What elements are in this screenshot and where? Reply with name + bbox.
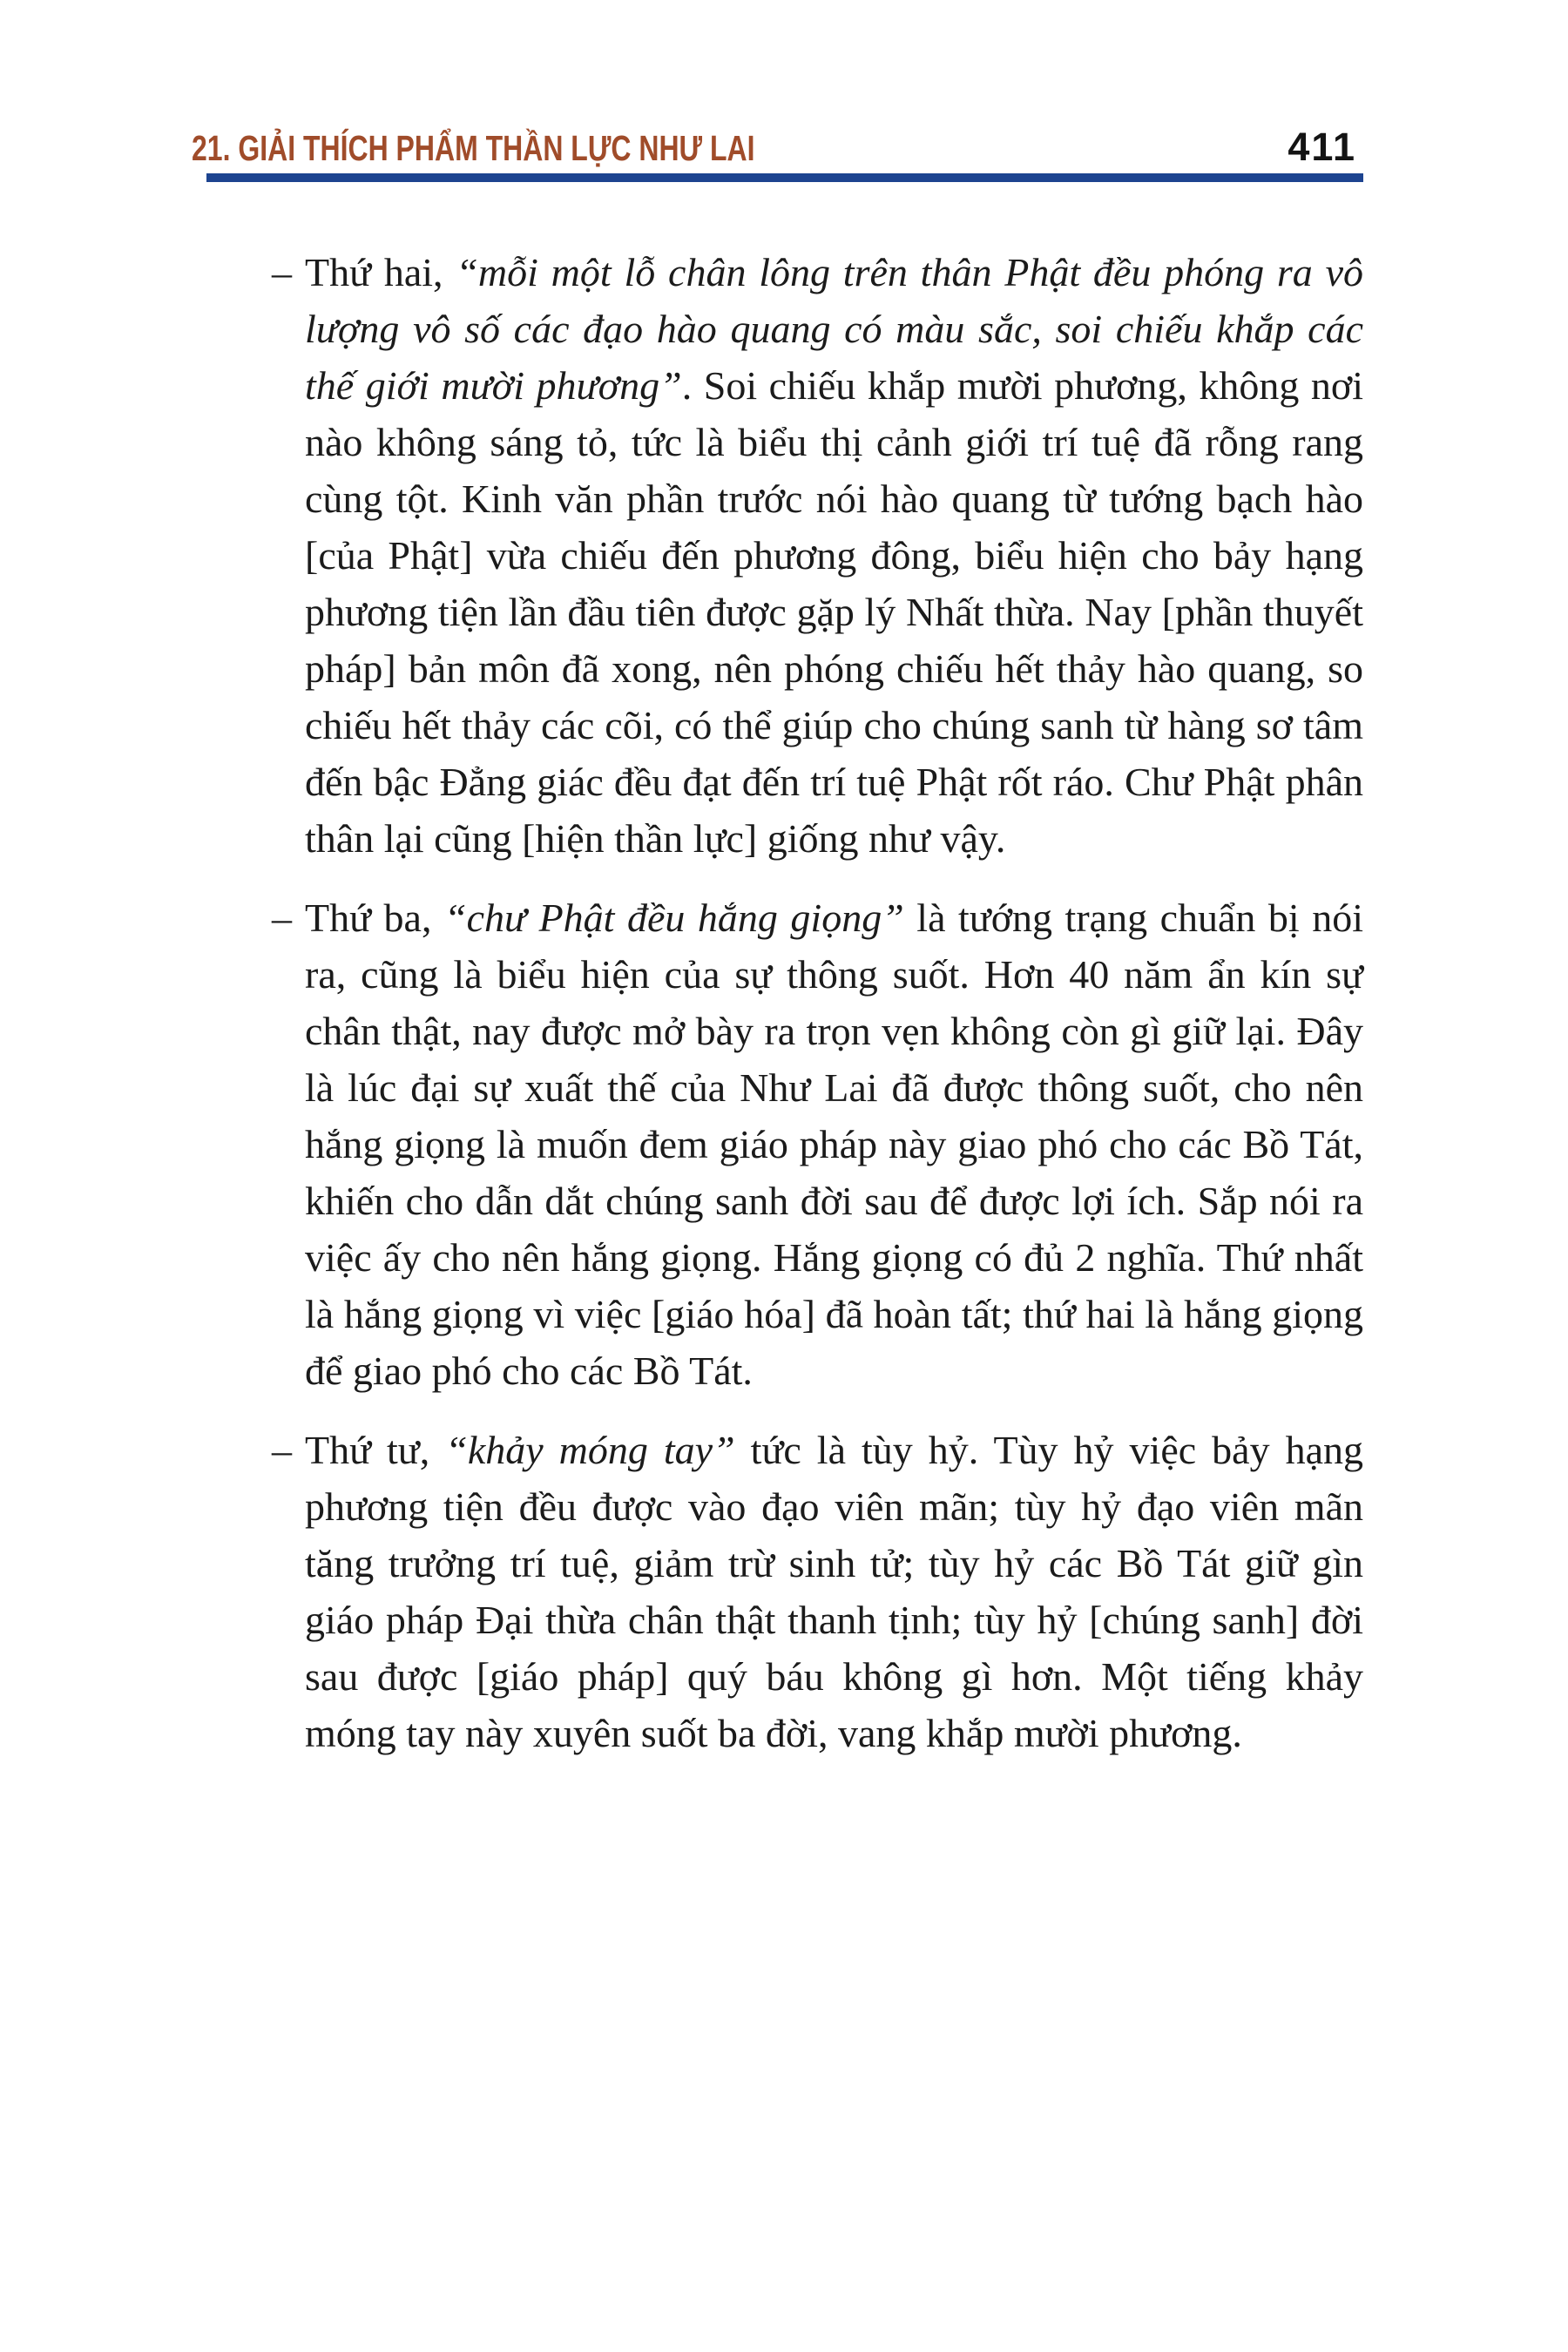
text-run: Thứ ba, [305, 896, 444, 940]
text-run: Thứ tư, [305, 1428, 446, 1472]
text-run: . Soi chiếu khắp mười phương, không nơi nào không sáng tỏ, tức là biểu thị cảnh giới trí tuệ đã rỗng rang cùng tột. Kinh văn phần trước nói hào quang từ tướng bạch hào [của Phật] vừa chiếu đến phương đông, biểu hiện cho bảy hạng phương tiện lần đầu tiên được gặp lý Nhất thừa. Nay [phần thuyết pháp] bản môn đã xong, nên phóng chiếu hết thảy hào quang, so chiếu hết thảy các cõi, có thể giúp cho chúng sanh từ hàng sơ tâm đến bậc Đẳng giác đều đạt đến trí tuệ Phật rốt ráo. Chư Phật phân thân lại cũng [hiện thần lực] giống như vậy. [305, 363, 1363, 861]
dash-marker: – [272, 896, 292, 940]
text-run: tức là tùy hỷ. Tùy hỷ việc bảy hạng phương tiện đều được vào đạo viên mãn; tùy hỷ đạo viên mãn tăng trưởng trí tuệ, giảm trừ sinh tử; tùy hỷ các Bồ Tát giữ gìn giáo pháp Đại thừa chân thật thanh tịnh; tùy hỷ [chúng sanh] đời sau được [giáo pháp] quý báu không gì hơn. Một tiếng khảy móng tay này xuyên suốt ba đời, vang khắp mười phương. [305, 1428, 1363, 1755]
chapter-title: 21. GIẢI THÍCH PHẨM THẦN LỰC NHƯ LAI [192, 128, 755, 168]
dash-marker: – [272, 250, 292, 294]
quoted-text-run: “chư Phật đều hắng giọng” [443, 896, 904, 940]
quoted-text-run: “mỗi một lỗ chân lông trên thân Phật đều phóng ra vô lượng vô số các đạo hào quang có màu sắc, soi chiếu khắp các thế giới mười phương” [305, 250, 1363, 408]
text-run: Thứ hai, [305, 250, 456, 294]
paragraph-thu-tu [272, 1422, 1363, 1761]
paragraph-thu-ba [272, 889, 1363, 1399]
dash-marker: – [272, 1428, 292, 1472]
page-number: 411 [1288, 125, 1356, 169]
text-run: là tướng trạng chuẩn bị nói ra, cũng là biểu hiện của sự thông suốt. Hơn 40 năm ẩn kín sự chân thật, nay được mở bày ra trọn vẹn không còn gì giữ lại. Đây là lúc đại sự xuất thế của Như Lai đã được thông suốt, cho nên hắng giọng là muốn đem giáo pháp này giao phó cho các Bồ Tát, khiến cho dẫn dắt chúng sanh đời sau để được lợi ích. Sắp nói ra việc ấy cho nên hắng giọng. Hắng giọng có đủ 2 nghĩa. Thứ nhất là hắng giọng vì việc [giáo hóa] đã hoàn tất; thứ hai là hắng giọng để giao phó cho các Bồ Tát. [305, 896, 1363, 1393]
paragraph-thu-hai [272, 244, 1363, 867]
header-rule [206, 173, 1363, 182]
quoted-text-run: “khảy móng tay” [445, 1428, 735, 1472]
body-text [272, 244, 1363, 1761]
